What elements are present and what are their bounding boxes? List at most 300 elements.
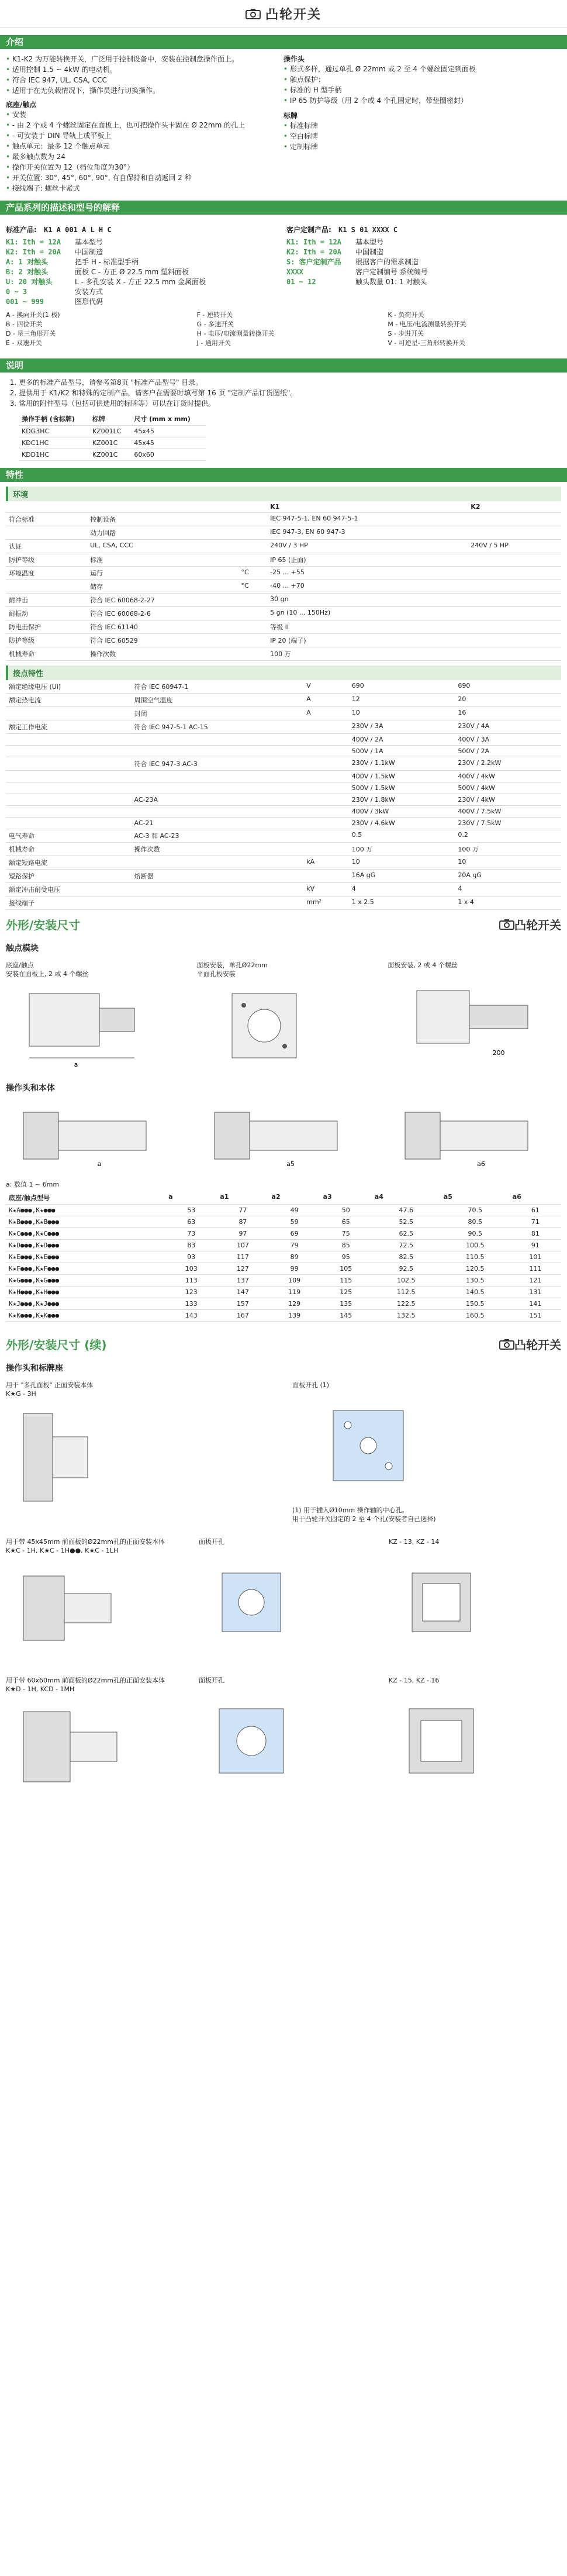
list-item: • 开关位置: 30°, 45°, 60°, 90°, 有自保持和自动返回 2 种: [6, 173, 278, 183]
table-cell: 电气寿命: [6, 829, 132, 843]
table-cell: [6, 707, 132, 720]
drawing-45-body: [6, 1558, 181, 1664]
table-cell: 500V / 1A: [349, 746, 455, 757]
table-cell: K★G●●●,K★G●●●: [6, 1275, 165, 1287]
accessory-table: 操作手柄 (含标牌) 标牌 尺寸 (mm x mm) KDG3HC KZ001LC 45x45 KDC1HC KZ001C 45x45 KDD1HC KZ001C 60x60: [19, 412, 206, 461]
table-cell: 4: [349, 883, 455, 896]
table-cell: [6, 734, 132, 746]
table-header: a4: [372, 1191, 441, 1205]
list-item: S - 步进开关: [388, 330, 424, 337]
list-item: • 适用于在无负载情况下，操作员进行切换操作。: [6, 85, 278, 96]
table-cell: [468, 620, 561, 634]
list-item: 2. 提供用于 K1/K2 和特殊的定制产品，请客户在需要时填写第 16 页 "定制产品订货图纸"。: [19, 388, 561, 398]
table-cell: 690: [455, 680, 561, 694]
table-cell: 短路保护: [6, 870, 132, 883]
table-cell: 91: [510, 1240, 561, 1251]
intro-bullets: [6, 54, 278, 96]
figure: 面板安装, 2 或 4 个螺丝 200: [388, 961, 561, 1071]
label-list: [284, 120, 555, 152]
list-item: K - 负荷开关: [388, 311, 424, 319]
table-cell: K★A●●●,K★●●●: [6, 1205, 165, 1216]
table-cell: 5 gn (10 ... 150Hz): [267, 607, 468, 620]
table-cell: UL, CSA, CCC: [87, 540, 238, 553]
figure: 用于 "多孔面板" 正面安装本体 K★G - 3H: [6, 1381, 275, 1527]
table-cell: 500V / 4kW: [455, 782, 561, 794]
drawing-kz15-label: [389, 1688, 506, 1794]
table-cell: [303, 734, 349, 746]
table-cell: 123: [165, 1287, 217, 1298]
table-row: [6, 746, 561, 757]
list-item: A - 换向开关(1 极): [6, 311, 60, 319]
list-item: M - 电压/电流测量转换开关: [388, 320, 466, 328]
operator-head-title: 操作头: [284, 55, 305, 63]
table-header: a6: [510, 1191, 561, 1205]
table-cell: [238, 634, 268, 647]
list-item: • - 由 2 个或 4 个螺丝固定在面板上，也可把操作头卡固在 Ø 22mm 的孔上: [6, 120, 278, 130]
notes-band: 说明: [0, 358, 567, 373]
table-cell: 80.5: [441, 1216, 510, 1228]
codes-band: 产品系列的描述和型号的解释: [0, 201, 567, 215]
table-cell: 符合 IEC 60947-1: [132, 680, 304, 694]
table-cell: 230V / 4.6kW: [349, 818, 455, 829]
table-cell: 400V / 2A: [349, 734, 455, 746]
table-row: [6, 1298, 561, 1310]
table-cell: 符合 IEC 947-5-1 AC-15: [132, 720, 304, 734]
table-cell: [238, 594, 268, 607]
table-cell: 环境温度: [6, 567, 87, 580]
table-cell: [132, 896, 304, 910]
table-cell: 100.5: [441, 1240, 510, 1251]
table-cell: 控制设备: [87, 513, 238, 526]
list-item: D - 星三角形开关: [6, 330, 56, 337]
intro-section: [0, 54, 567, 194]
std-code-block: [6, 225, 263, 307]
label-title: 标牌: [284, 112, 298, 120]
env-title: 环境: [6, 487, 561, 501]
table-cell: kA: [303, 856, 349, 870]
table-cell: 69: [269, 1228, 320, 1240]
table-row: [6, 1251, 561, 1263]
code-row: K1: Ith = 12A 基本型号: [6, 238, 103, 246]
drawing-60-body: [6, 1697, 181, 1802]
table-cell: 动力回路: [87, 526, 238, 540]
list-item: • IP 65 防护等级（用 2 个或 4 个孔固定时，带垫圈密封）: [284, 95, 555, 106]
table-cell: [132, 883, 304, 896]
figure: 面板安装，单孔Ø22mm 平面孔板安装: [197, 961, 371, 1071]
code-row: K2: Ith = 20A 中国制造: [6, 248, 103, 256]
table-cell: mm²: [303, 896, 349, 910]
table-row: [6, 707, 561, 720]
list-item: H - 电压/电流测量转换开关: [196, 330, 275, 337]
table-cell: 150.5: [441, 1298, 510, 1310]
operator-body-title: 操作头和本体: [6, 1084, 55, 1093]
table-cell: 102.5: [372, 1275, 441, 1287]
table-row: [6, 513, 561, 526]
table-cell: K★E●●●,K★E●●●: [6, 1251, 165, 1263]
list-item: 3. 常用的附件型号（包括可供选用的标牌等）可以在订货时提供。: [19, 398, 561, 409]
table-cell: 77: [217, 1205, 268, 1216]
table-cell: 115: [320, 1275, 372, 1287]
std-code: K1 A 001 A L H C: [44, 226, 112, 234]
table-row: [6, 1310, 561, 1322]
custom-code-title: 客户定制产品:: [286, 226, 331, 234]
table-cell: AC-23A: [132, 794, 304, 806]
table-cell: [303, 806, 349, 818]
table-cell: 防护等级: [6, 553, 87, 567]
dims2-title: 外形/安装尺寸 (续): [6, 1338, 107, 1352]
table-cell: 防电击保护: [6, 620, 87, 634]
table-cell: [132, 734, 304, 746]
table-cell: [6, 818, 132, 829]
table-cell: [132, 771, 304, 782]
table-cell: 20: [455, 694, 561, 707]
table-cell: [303, 829, 349, 843]
table-cell: 75: [320, 1228, 372, 1240]
table-row: KDG3HC KZ001LC 45x45: [19, 426, 206, 437]
table-cell: 112.5: [372, 1287, 441, 1298]
table-cell: 运行: [87, 567, 238, 580]
table-header: a: [165, 1191, 217, 1205]
list-item: B - 四位开关: [6, 320, 43, 328]
table-cell: 符合 IEC 61140: [87, 620, 238, 634]
table-cell: 143: [165, 1310, 217, 1322]
table-row: [6, 829, 561, 843]
table-cell: [468, 607, 561, 620]
table-cell: [238, 647, 268, 661]
table-cell: -40 ... +70: [267, 580, 468, 594]
drawing-head-c: [388, 1101, 551, 1171]
figure: 用于带 45x45mm 前面板的Ø22mm孔的正面安装本体 K★C - 1H, K★C - 1H●●, K★C - 1LH: [6, 1537, 181, 1665]
table-cell: 机械寿命: [6, 647, 87, 661]
list-item: • 符合 IEC 947, UL, CSA, CCC: [6, 75, 278, 85]
table-cell: 0.5: [349, 829, 455, 843]
table-cell: [303, 771, 349, 782]
table-cell: 135: [320, 1298, 372, 1310]
dims-title: 外形/安装尺寸: [6, 918, 81, 932]
table-cell: [468, 526, 561, 540]
table-header: a2: [269, 1191, 320, 1205]
table-cell: 113: [165, 1275, 217, 1287]
table-cell: 151: [510, 1310, 561, 1322]
list-item: • 操作开关位置为 12（档位角度为30°）: [6, 162, 278, 173]
list-item: J - 通用开关: [196, 339, 231, 347]
table-cell: [303, 843, 349, 856]
table-cell: [238, 607, 268, 620]
table-cell: 92.5: [372, 1263, 441, 1275]
table-cell: 49: [269, 1205, 320, 1216]
table-cell: 400V / 7.5kW: [455, 806, 561, 818]
table-cell: 125: [320, 1287, 372, 1298]
table-cell: 符合 IEC 947-3 AC-3: [132, 757, 304, 771]
table-row: KDD1HC KZ001C 60x60: [19, 449, 206, 461]
table-cell: 52.5: [372, 1216, 441, 1228]
table-cell: [6, 771, 132, 782]
table-cell: 53: [165, 1205, 217, 1216]
table-cell: [132, 856, 304, 870]
table-row: [6, 1216, 561, 1228]
table-row: [6, 634, 561, 647]
table-cell: 87: [217, 1216, 268, 1228]
contact-module-title: 触点模块: [6, 944, 39, 953]
notes-section: [0, 377, 567, 461]
brand-label: 凸轮开关: [514, 1338, 561, 1352]
table-cell: 127: [217, 1263, 268, 1275]
table-cell: 129: [269, 1298, 320, 1310]
table-cell: 61: [510, 1205, 561, 1216]
table-cell: kV: [303, 883, 349, 896]
table-cell: 400V / 4kW: [455, 771, 561, 782]
code-row: 0 ~ 3 安装方式: [6, 288, 103, 296]
table-cell: 90.5: [441, 1228, 510, 1240]
table-cell: [6, 806, 132, 818]
table-cell: [238, 620, 268, 634]
table-cell: 160.5: [441, 1310, 510, 1322]
table-row: [6, 567, 561, 580]
dims-table-section: a: 数值 1 ~ 6mm 底座/触点型号 a a1 a2 a3 a4 a5 a6 K★A●●●,K★●●● 53 77 49 50 47.6 70.5 61 K★B●●●,K★B●●● 63 87 59 65 52.5 80.5 71 K★C●●●,K★C●●● 73 97 69 75 62.5 90.5 81 K★D●●●,K★D●●● 83 107 79 85 72.5 100.5 91 K★E●●●,K★E●●● 93 117 89 95 82.5 110.5 101 K★F●●●,K★F●●● 103 127 99 105 92.5 120.5 111 K★G●●●,K★G●●● 113 137 109 115 102.5 130.5 121 K★H●●●,K★H●●● 123 147 119 125 112.5 140.5 131 K★J●●●,K★J●●● 133 157 129 135 122.5 150.5 141 K★K●●●,K★K●●● 143 167 139 145 132.5 160.5 151: [0, 1180, 567, 1322]
table-cell: [468, 594, 561, 607]
features-title: 底座/触点: [6, 101, 37, 109]
table-row: [6, 782, 561, 794]
features-list: [6, 109, 278, 194]
list-item: • 触点单元：最多 12 个触点单元: [6, 141, 278, 151]
table-header: a5: [441, 1191, 510, 1205]
figure-row: [0, 957, 567, 1078]
table-cell: K★D●●●,K★D●●●: [6, 1240, 165, 1251]
table-cell: 机械寿命: [6, 843, 132, 856]
table-row: [6, 734, 561, 746]
dims2-title-bar: [0, 1330, 567, 1358]
table-cell: 操作次数: [87, 647, 238, 661]
contact-table: [6, 680, 561, 910]
drawing-60-cutout: [199, 1688, 316, 1794]
table-cell: 符合 IEC 60068-2-27: [87, 594, 238, 607]
figure: 面板开孔: [199, 1676, 371, 1804]
table-row: [6, 883, 561, 896]
code-row: U: 20 对触头 L - 多孔安装 X - 方正 22.5 mm 金属面板: [6, 278, 206, 286]
code-row: B: 2 对触头 面板 C - 方正 Ø 22.5 mm 塑料面板: [6, 268, 189, 276]
list-item: G - 多速开关: [196, 320, 234, 328]
code-row: K2: Ith = 20A 中国制造: [286, 248, 384, 256]
table-cell: 105: [320, 1263, 372, 1275]
table-cell: [6, 782, 132, 794]
env-table: K1 K2 符合标准 控制设备 IEC 947-5-1, EN 60 947-5-1 动力回路 IEC 947-3, EN 60 947-3 认证 UL, CSA, CCC 240V / 3 HP 240V / 5 HP 防护等级 标准 IP 65 (正面) 环境温度 运行 °C -25 ... +55 储存 °C -40 ... +70 耐冲击 符合 IEC 60068-2-27 30 gn 耐振动 符合 IEC 60068-2-6 5 gn (10 ... 150Hz) 防电击保护 符合 IEC 61140 等级 II 防护等级 符合 IEC 60529 IP 20 (端子) 机械寿命 操作次数 100 万: [6, 501, 561, 661]
table-row: [6, 1205, 561, 1216]
table-cell: K★B●●●,K★B●●●: [6, 1216, 165, 1228]
page-title: 凸轮开关: [0, 0, 567, 28]
table-row: [6, 540, 561, 553]
table-cell: 500V / 1.5kW: [349, 782, 455, 794]
table-cell: 12: [349, 694, 455, 707]
table-cell: 16: [455, 707, 561, 720]
table-cell: 230V / 2.2kW: [455, 757, 561, 771]
table-cell: 59: [269, 1216, 320, 1228]
table-cell: 400V / 3kW: [349, 806, 455, 818]
table-cell: 109: [269, 1275, 320, 1287]
table-row: [6, 680, 561, 694]
table-cell: 400V / 3A: [455, 734, 561, 746]
table-cell: 97: [217, 1228, 268, 1240]
table-cell: 认证: [6, 540, 87, 553]
figure: 用于带 60x60mm 前面板的Ø22mm孔的正面安装本体 K★D - 1H, KCD - 1MH: [6, 1676, 181, 1804]
code-row: A: 1 对触头 把手 H - 标准型手柄: [6, 258, 139, 266]
table-cell: 20A gG: [455, 870, 561, 883]
table-cell: IEC 947-3, EN 60 947-3: [267, 526, 468, 540]
svg-text:a: a: [74, 1061, 78, 1068]
dims-table: [6, 1191, 561, 1322]
table-cell: 79: [269, 1240, 320, 1251]
table-cell: 10: [349, 707, 455, 720]
table-cell: [303, 782, 349, 794]
table-row: [6, 843, 561, 856]
table-cell: 230V / 1.8kW: [349, 794, 455, 806]
table-cell: [6, 794, 132, 806]
list-item: 1. 更多的标准产品型号，请参考第8页 "标准产品型号" 目录。: [19, 377, 561, 388]
table-cell: 240V / 3 HP: [267, 540, 468, 553]
dims-title-bar: [0, 910, 567, 939]
table-cell: K★F●●●,K★F●●●: [6, 1263, 165, 1275]
table-cell: [132, 782, 304, 794]
table-cell: 101: [510, 1251, 561, 1263]
table-cell: 100 万: [455, 843, 561, 856]
table-row: [6, 794, 561, 806]
table-cell: 122.5: [372, 1298, 441, 1310]
table-cell: [132, 746, 304, 757]
list-item: V - 可逆星-三角形转换开关: [388, 339, 465, 347]
table-cell: IP 20 (端子): [267, 634, 468, 647]
table-cell: 85: [320, 1240, 372, 1251]
table-cell: 周围空气温度: [132, 694, 304, 707]
table-cell: 133: [165, 1298, 217, 1310]
table-cell: 93: [165, 1251, 217, 1263]
table-cell: 操作次数: [132, 843, 304, 856]
table-cell: AC-3 和 AC-23: [132, 829, 304, 843]
custom-code-block: [286, 225, 544, 307]
list-item: • 最多触点数为 24: [6, 151, 278, 162]
table-cell: [303, 818, 349, 829]
code-row: 01 ~ 12 触头数量 01: 1 对触头: [286, 278, 427, 286]
drawing-head-b: [197, 1101, 361, 1171]
table-row: [6, 720, 561, 734]
table-cell: 符合 IEC 60068-2-6: [87, 607, 238, 620]
table-cell: 167: [217, 1310, 268, 1322]
contact-title: 接点特性: [6, 665, 561, 680]
table-row: [6, 1240, 561, 1251]
cam-switch-icon: [499, 1339, 514, 1350]
table-cell: 30 gn: [267, 594, 468, 607]
table-row: [6, 1263, 561, 1275]
table-cell: 99: [269, 1263, 320, 1275]
table-cell: [468, 567, 561, 580]
table-cell: 230V / 4A: [455, 720, 561, 734]
table-row: [6, 553, 561, 567]
function-lists: [0, 307, 567, 351]
table-cell: 139: [269, 1310, 320, 1322]
table-cell: -25 ... +55: [267, 567, 468, 580]
list-item: • 接线端子: 螺丝卡紧式: [6, 183, 278, 194]
cam-switch-icon: [246, 8, 261, 20]
drawing-panel-cutout-1: [292, 1393, 468, 1504]
table-cell: °C: [238, 567, 268, 580]
table-cell: 10: [349, 856, 455, 870]
table-cell: 16A gG: [349, 870, 455, 883]
std-code-title: 标准产品:: [6, 226, 37, 234]
drawing-45-cutout: [199, 1550, 316, 1655]
table-cell: 70.5: [441, 1205, 510, 1216]
table-cell: [468, 580, 561, 594]
table-header: 底座/触点型号: [6, 1191, 165, 1205]
table-cell: 500V / 2A: [455, 746, 561, 757]
drawing-panel-screws: [388, 973, 551, 1061]
table-cell: 10: [455, 856, 561, 870]
table-cell: [6, 757, 132, 771]
table-cell: 132.5: [372, 1310, 441, 1322]
table-cell: 230V / 1.1kW: [349, 757, 455, 771]
table-cell: 230V / 4kW: [455, 794, 561, 806]
table-cell: 符合标准: [6, 513, 87, 526]
table-cell: 额定短路电流: [6, 856, 132, 870]
table-cell: 690: [349, 680, 455, 694]
table-cell: [303, 757, 349, 771]
table-cell: A: [303, 707, 349, 720]
table-cell: [238, 513, 268, 526]
table-cell: 141: [510, 1298, 561, 1310]
table-row: [6, 1275, 561, 1287]
table-row: [6, 757, 561, 771]
table-cell: 400V / 1.5kW: [349, 771, 455, 782]
table-row: [6, 594, 561, 607]
table-cell: 100 万: [267, 647, 468, 661]
table-cell: 137: [217, 1275, 268, 1287]
table-cell: A: [303, 694, 349, 707]
table-row: [6, 526, 561, 540]
table-row: [6, 647, 561, 661]
svg-text:a6: a6: [477, 1160, 486, 1168]
table-cell: V: [303, 680, 349, 694]
drawing-panel-hole: [197, 982, 361, 1070]
table-cell: 73: [165, 1228, 217, 1240]
list-item: • 形式多样，通过单孔 Ø 22mm 或 2 至 4 个螺丝固定到面板: [284, 64, 555, 74]
table-cell: 50: [320, 1205, 372, 1216]
table-cell: [303, 794, 349, 806]
figure: 面板开孔: [199, 1537, 371, 1665]
code-row: 001 ~ 999 图形代码: [6, 298, 103, 306]
code-row: K1: Ith = 12A 基本型号: [286, 238, 384, 246]
table-cell: [238, 540, 268, 553]
table-cell: [6, 580, 87, 594]
table-cell: [468, 513, 561, 526]
table-cell: 230V / 3A: [349, 720, 455, 734]
table-header: a1: [217, 1191, 268, 1205]
table-cell: AC-21: [132, 818, 304, 829]
table-cell: [6, 526, 87, 540]
table-cell: [238, 526, 268, 540]
table-cell: 240V / 5 HP: [468, 540, 561, 553]
table-cell: 额定工作电流: [6, 720, 132, 734]
table-row: [6, 870, 561, 883]
figure-row: [0, 1377, 567, 1534]
list-item: E - 双速开关: [6, 339, 42, 347]
table-row: [6, 856, 561, 870]
table-cell: 117: [217, 1251, 268, 1263]
table-cell: 47.6: [372, 1205, 441, 1216]
drawing-head-a: [6, 1101, 170, 1171]
list-item: • 定制标牌: [284, 142, 555, 152]
list-item: • K1-K2 为万能转换开关，广泛用于控制设备中，安装在控制盘操作面上。: [6, 54, 278, 64]
drawing-multi-hole-body: [6, 1402, 181, 1513]
intro-band: 介绍: [0, 35, 567, 49]
table-cell: 103: [165, 1263, 217, 1275]
table-cell: 72.5: [372, 1240, 441, 1251]
